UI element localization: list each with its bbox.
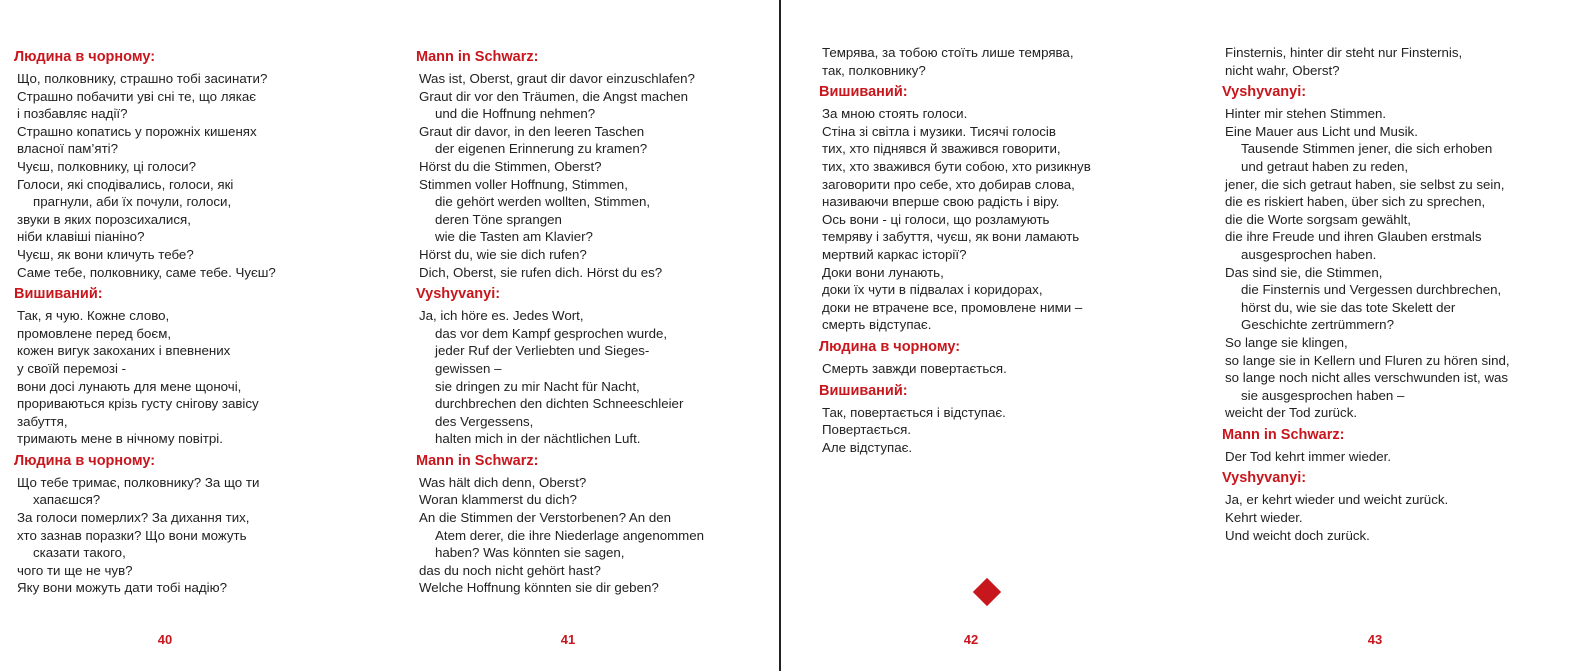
verse-line: sie ausgesprochen haben – [1241, 387, 1405, 403]
dialogue-block [822, 44, 1091, 79]
verse-line: die es riskiert haben, über sich zu sprechen, [1225, 194, 1486, 210]
verse-line: тих, хто зважився бути собою, хто ризикнув [822, 158, 1091, 174]
verse-line: Der Tod kehrt immer wieder. [1225, 448, 1392, 464]
verse-line: промовлене перед боєм, [17, 325, 172, 341]
speaker-name: Людина в чорному: [14, 49, 156, 65]
verse-line: Tausende Stimmen jener, die sich erhoben [1241, 141, 1493, 157]
page-42-text [819, 44, 1091, 458]
verse-line: Graut dir davor, in den leeren Taschen [419, 123, 645, 139]
speaker-name: Людина в чорному: [14, 452, 156, 469]
verse-line: ніби клавіші піаніно? [17, 229, 145, 245]
verse-line: Але відступає. [822, 439, 913, 455]
page-41 [390, 0, 779, 671]
verse-line: Ja, ich höre es. Jedes Wort, [419, 308, 584, 324]
speaker-name: Mann in Schwarz: [1222, 426, 1345, 443]
page-43-text [1222, 44, 1510, 546]
verse-line: Що, полковнику, страшно тобі засинати? [17, 71, 268, 86]
verse-line: хапаєшся? [33, 492, 101, 508]
verse-line: За голоси померлих? За дихання тих, [17, 510, 250, 526]
verse-line: називаючи вперше свою радість і віру. [822, 194, 1060, 210]
verse-line: Und weicht doch zurück. [1225, 527, 1370, 543]
verse-line: темряву і забуття, чуєш, як вони ламають [822, 229, 1080, 245]
verse-line: und die Hoffnung nehmen? [435, 106, 596, 122]
verse-line: вони досі лунають для мене щоночі, [17, 378, 242, 394]
verse-line: Dich, Oberst, sie rufen dich. Hörst du es? [419, 264, 663, 280]
speaker-name: Вишиваний: [14, 286, 103, 303]
verse-line: Atem derer, die ihre Niederlage angenommen [435, 527, 705, 543]
verse-line: und getraut haben zu reden, [1241, 158, 1409, 174]
verse-line: weicht der Tod zurück. [1225, 405, 1358, 421]
speaker-name: Вишиваний: [819, 382, 908, 399]
page-42 [781, 0, 1191, 671]
verse-line: Страшно побачити уві сні те, що лякає [17, 88, 257, 104]
verse-line: доки не втрачене все, промовлене ними – [822, 299, 1083, 315]
verse-line: Смерть завжди повертається. [822, 360, 1007, 376]
dialogue-block [416, 48, 704, 281]
verse-line: Так, я чую. Кожне слово, [17, 308, 170, 324]
verse-line: Welche Hoffnung könnten sie dir geben? [419, 580, 659, 596]
verse-line: Чуєш, як вони кличуть тебе? [17, 246, 194, 262]
verse-line: des Vergessens, [435, 413, 534, 429]
speaker-name: Mann in Schwarz: [416, 452, 539, 469]
verse-line: доки їх чути в підвалах і коридорах, [822, 282, 1043, 298]
verse-line: Доки вони лунають, [822, 264, 944, 280]
page-43 [1191, 0, 1592, 671]
dialogue-block [14, 48, 276, 281]
verse-line: забуття, [17, 413, 68, 429]
verse-line: jener, die sich getraut haben, sie selbst zu sein, [1225, 176, 1505, 192]
page-number: 41 [560, 632, 576, 647]
verse-line: wie die Tasten am Klavier? [435, 229, 593, 245]
verse-line: hörst du, wie sie das tote Skelett der [1241, 299, 1456, 315]
verse-line: і позбавляє надії? [17, 106, 128, 122]
verse-line: Ja, er kehrt wieder und weicht zurück. [1225, 492, 1449, 508]
verse-line: haben? Was könnten sie sagen, [435, 545, 625, 561]
verse-line: An die Stimmen der Verstorbenen? An den [419, 510, 672, 526]
verse-line: Чуєш, полковнику, ці голоси? [17, 158, 196, 174]
verse-line: Що тебе тримає, полковнику? За що ти [17, 474, 260, 490]
page-number: 42 [963, 632, 979, 647]
page-number: 40 [157, 632, 173, 647]
verse-line: die die Worte sorgsam gewählt, [1225, 211, 1412, 227]
verse-line: чого ти ще не чув? [17, 562, 133, 578]
verse-line: die ihre Freude und ihren Glauben erstmals [1225, 229, 1482, 245]
page-40-text [14, 44, 276, 599]
verse-line: ausgesprochen haben. [1241, 246, 1377, 262]
dialogue-block [819, 338, 1091, 378]
verse-line: halten mich in der nächtlichen Luft. [435, 431, 641, 447]
verse-line: Was hält dich denn, Oberst? [419, 474, 587, 490]
verse-line: nicht wahr, Oberst? [1225, 62, 1340, 78]
dialogue-block [416, 452, 705, 597]
verse-line: так, полковнику? [822, 62, 926, 78]
verse-line: Finsternis, hinter dir steht nur Finsternis, [1225, 45, 1463, 60]
verse-line: тримають мене в нічному повітрі. [17, 431, 223, 447]
dialogue-block [1222, 469, 1510, 544]
dialogue-block [14, 452, 276, 597]
page-number: 43 [1367, 632, 1383, 647]
verse-line: Graut dir vor den Träumen, die Angst machen [419, 88, 689, 104]
dialogue-block [1225, 44, 1510, 79]
verse-line: Темрява, за тобою стоїть лише темрява, [822, 45, 1074, 60]
verse-line: звуки в яких порозсихалися, [17, 211, 191, 227]
verse-line: Kehrt wieder. [1225, 510, 1303, 526]
verse-line: so lange noch nicht alles verschwunden ist, was [1225, 370, 1509, 386]
dialogue-block [819, 382, 1091, 457]
verse-line: хто зазнав поразки? Що вони можуть [17, 527, 247, 543]
verse-line: сказати такого, [33, 545, 126, 561]
verse-line: прориваються крізь густу снігову завісу [17, 396, 259, 412]
speaker-name: Vyshyvanyi: [1222, 84, 1307, 101]
verse-line: die Finsternis und Vergessen durchbrechen, [1241, 282, 1502, 298]
verse-line: Eine Mauer aus Licht und Musik. [1225, 123, 1418, 139]
verse-line: Голоси, які сподівались, голоси, які [17, 176, 234, 192]
verse-line: у своїй перемозі - [17, 360, 127, 376]
verse-line: so lange sie in Kellern und Fluren zu hören sind, [1225, 352, 1510, 368]
speaker-name: Людина в чорному: [819, 338, 961, 355]
verse-line: der eigenen Erinnerung zu kramen? [435, 141, 648, 157]
verse-line: Hörst du, wie sie dich rufen? [419, 246, 587, 262]
verse-line: Повертається. [822, 422, 912, 438]
verse-line: gewissen – [435, 360, 502, 376]
verse-line: Ось вони - ці голоси, що розламують [822, 211, 1050, 227]
verse-line: Стіна зі світла і музики. Тисячі голосів [822, 123, 1056, 139]
dialogue-block [14, 285, 276, 448]
page-41-text [416, 44, 705, 599]
verse-line: Яку вони можуть дати тобі надію? [17, 580, 227, 596]
verse-line: прагнули, аби їх почули, голоси, [33, 194, 232, 210]
verse-line: Страшно копатись у порожніх кишенях [17, 123, 257, 139]
speaker-name: Mann in Schwarz: [416, 49, 539, 65]
verse-line: Саме тебе, полковнику, саме тебе. Чуєш? [17, 264, 276, 280]
dialogue-block [819, 83, 1091, 334]
dialogue-block [1222, 426, 1510, 466]
speaker-name: Vyshyvanyi: [1222, 470, 1307, 487]
verse-line: jeder Ruf der Verliebten und Sieges- [435, 343, 650, 359]
verse-line: die gehört werden wollten, Stimmen, [435, 194, 651, 210]
page-40 [0, 0, 390, 671]
verse-line: смерть відступає. [822, 317, 932, 333]
dialogue-block [416, 285, 704, 448]
dialogue-block [1222, 83, 1510, 422]
verse-line: заговорити про себе, хто добирав слова, [822, 176, 1075, 192]
verse-line: durchbrechen den dichten Schneeschleier [435, 396, 684, 412]
verse-line: тих, хто піднявся й зважився говорити, [822, 141, 1061, 157]
verse-line: Hinter mir stehen Stimmen. [1225, 106, 1387, 122]
verse-line: За мною стоять голоси. [822, 106, 968, 122]
verse-line: Так, повертається і відступає. [822, 404, 1006, 420]
speaker-name: Vyshyvanyi: [416, 286, 501, 303]
verse-line: Stimmen voller Hoffnung, Stimmen, [419, 176, 628, 192]
verse-line: мертвий каркас історії? [822, 246, 967, 262]
verse-line: кожен вигук закоханих і впевнених [17, 343, 231, 359]
verse-line: Woran klammerst du dich? [419, 492, 577, 508]
verse-line: Hörst du die Stimmen, Oberst? [419, 158, 602, 174]
verse-line: das du noch nicht gehört hast? [419, 562, 601, 578]
verse-line: das vor dem Kampf gesprochen wurde, [435, 325, 668, 341]
speaker-name: Вишиваний: [819, 84, 908, 101]
verse-line: Das sind sie, die Stimmen, [1225, 264, 1383, 280]
verse-line: sie dringen zu mir Nacht für Nacht, [435, 378, 640, 394]
verse-line: Geschichte zertrümmern? [1241, 317, 1394, 333]
verse-line: власної пам’яті? [17, 141, 119, 157]
verse-line: deren Töne sprangen [435, 211, 562, 227]
verse-line: So lange sie klingen, [1225, 334, 1348, 350]
verse-line: Was ist, Oberst, graut dir davor einzuschlafen? [419, 71, 695, 86]
